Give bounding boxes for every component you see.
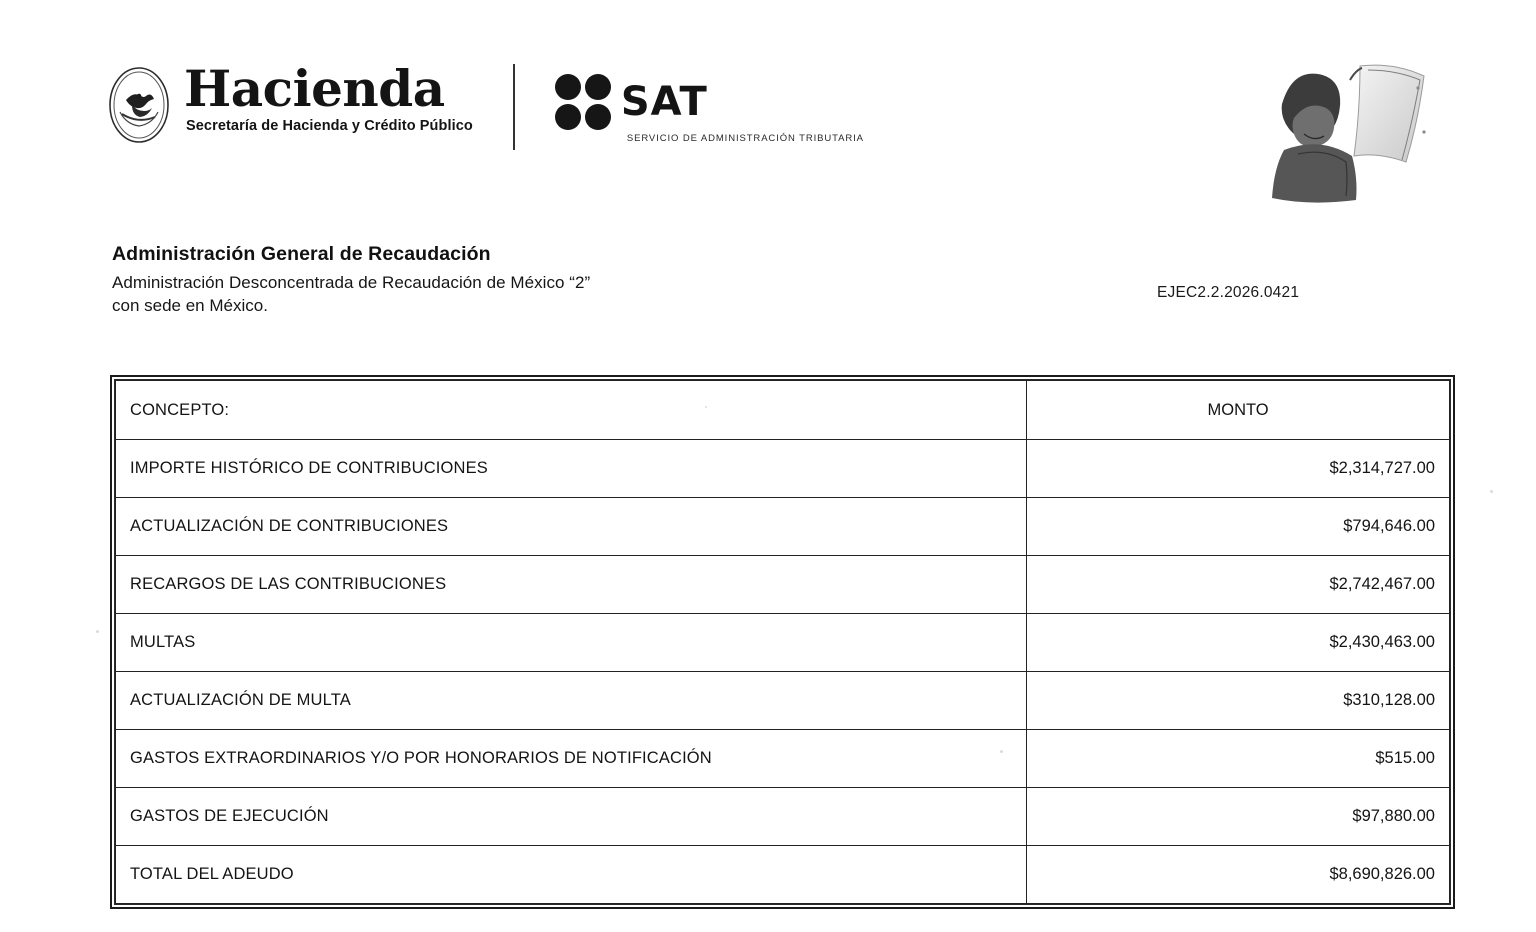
hacienda-brand xyxy=(184,59,473,134)
table-row xyxy=(116,788,1450,846)
table-row xyxy=(116,614,1450,672)
document-title-block xyxy=(112,243,1012,316)
row-concept: ACTUALIZACIÓN DE MULTA xyxy=(116,672,1027,730)
row-concept: IMPORTE HISTÓRICO DE CONTRIBUCIONES xyxy=(116,440,1027,498)
sat-subtitle: SERVICIO DE ADMINISTRACIÓN TRIBUTARIA xyxy=(626,133,864,144)
scan-artifact xyxy=(96,630,99,633)
row-concept: RECARGOS DE LAS CONTRIBUCIONES xyxy=(116,556,1027,614)
row-amount: $2,430,463.00 xyxy=(1027,614,1450,672)
table-row xyxy=(116,498,1450,556)
org-subtitle-line-2: con sede en México. xyxy=(112,296,268,315)
amounts-table-container xyxy=(110,375,1455,909)
row-amount: $2,314,727.00 xyxy=(1027,440,1450,498)
page-title: Administración General de Recaudación xyxy=(112,243,491,265)
row-concept: GASTOS DE EJECUCIÓN xyxy=(116,788,1027,846)
row-amount: $97,880.00 xyxy=(1027,788,1450,846)
table-row xyxy=(116,440,1450,498)
amounts-table xyxy=(115,380,1450,904)
row-amount: $515.00 xyxy=(1027,730,1450,788)
sat-wordmark: SAT xyxy=(620,79,708,125)
brand-divider xyxy=(513,64,515,150)
scan-artifact xyxy=(1000,750,1003,753)
table-header-row xyxy=(116,381,1450,440)
hacienda-subtitle: Secretaría de Hacienda y Crédito Público xyxy=(186,118,473,134)
scan-artifact xyxy=(705,406,707,408)
table-row xyxy=(116,672,1450,730)
table-row xyxy=(116,556,1450,614)
scan-artifact xyxy=(1490,490,1493,493)
document-reference-number: EJEC2.2.2026.0421 xyxy=(1157,284,1300,301)
hacienda-wordmark: Hacienda xyxy=(184,59,445,118)
table-row-total xyxy=(116,846,1450,904)
sat-dots-icon xyxy=(555,74,611,130)
row-amount: $794,646.00 xyxy=(1027,498,1450,556)
row-concept: ACTUALIZACIÓN DE CONTRIBUCIONES xyxy=(116,498,1027,556)
header-concept-cell: CONCEPTO: xyxy=(116,381,1027,440)
mexican-coat-of-arms-seal-icon xyxy=(108,66,170,144)
mexican-flag-woman-illustration-icon xyxy=(1264,58,1444,208)
sat-brand xyxy=(555,74,864,144)
row-concept: TOTAL DEL ADEUDO xyxy=(116,846,1027,904)
row-amount: $2,742,467.00 xyxy=(1027,556,1450,614)
row-concept: GASTOS EXTRAORDINARIOS Y/O POR HONORARIOS DE NOTIFICACIÓN xyxy=(116,730,1027,788)
row-amount: $8,690,826.00 xyxy=(1027,846,1450,904)
document-header xyxy=(108,60,1456,190)
row-concept: MULTAS xyxy=(116,614,1027,672)
header-amount-cell: MONTO xyxy=(1027,381,1450,440)
brand-row xyxy=(108,60,1456,150)
row-amount: $310,128.00 xyxy=(1027,672,1450,730)
org-subtitle-line-1: Administración Desconcentrada de Recaudación de México “2” xyxy=(112,273,591,292)
amounts-table-body xyxy=(116,381,1450,904)
table-row xyxy=(116,730,1450,788)
